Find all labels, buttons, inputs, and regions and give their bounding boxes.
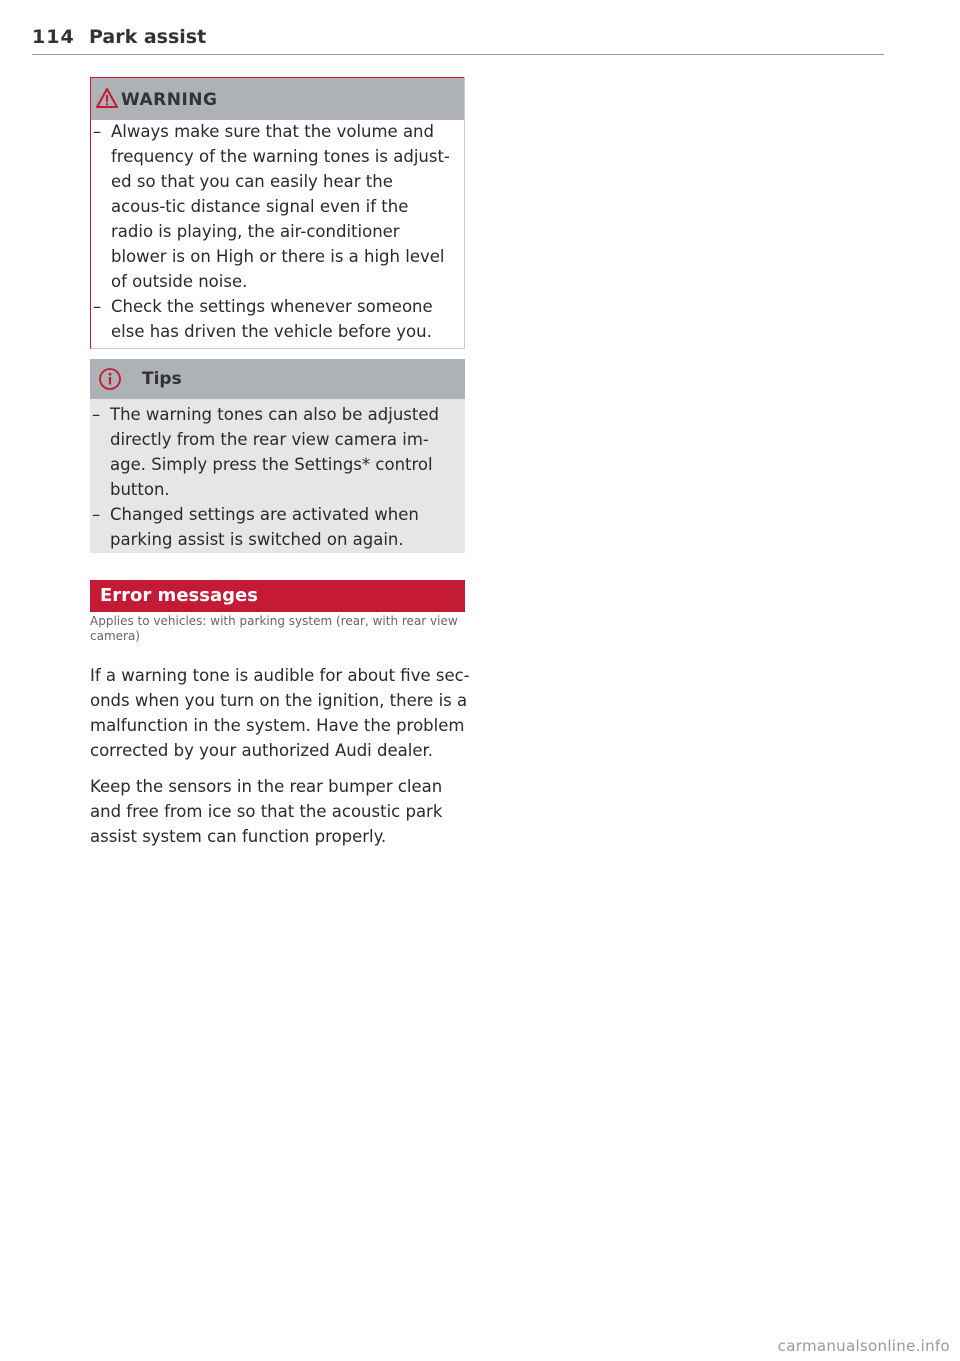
warning-triangle-icon — [96, 88, 118, 108]
applies-to-note: Applies to vehicles: with parking system (rear, with rear view camera) — [90, 614, 458, 643]
body-paragraph: Keep the sensors in the rear bumper clean and free from ice so that the acoustic park assist system can function properly. — [90, 777, 443, 846]
section-title: Error messages — [100, 585, 258, 606]
tips-header — [90, 359, 465, 399]
list-item: – Check the settings whenever someone else has driven the vehicle before you. — [91, 294, 451, 344]
body-paragraph: If a warning tone is audible for about five sec-onds when you turn on the ignition, there is a malfunction in the system. Have the problem corrected by your authorized Audi dealer. — [90, 666, 470, 760]
page-number: 114 — [32, 26, 75, 48]
list-item: – The warning tones can also be adjusted directly from the rear view camera im-age. Simply press the Settings* control button. — [90, 402, 450, 502]
list-item: – Always make sure that the volume and frequency of the warning tones is adjust-ed so that you can easily hear the acous-tic distance signal even if the radio is playing, the air-conditioner blower is on High or there is a high level of outside noise. — [91, 119, 451, 294]
warning-header — [91, 77, 464, 120]
info-icon — [98, 367, 122, 391]
watermark: carmanualsonline.info — [777, 1337, 950, 1355]
tips-label: Tips — [142, 369, 182, 389]
warning-list — [91, 119, 451, 344]
list-item: – Changed settings are activated when parking assist is switched on again. — [90, 502, 450, 552]
page-header — [32, 24, 884, 55]
tips-list — [90, 402, 450, 552]
chapter-title: Park assist — [89, 26, 207, 48]
warning-box — [90, 77, 465, 349]
warning-label: WARNING — [121, 90, 218, 110]
section-heading-bar — [90, 580, 465, 612]
tips-box — [90, 359, 465, 553]
